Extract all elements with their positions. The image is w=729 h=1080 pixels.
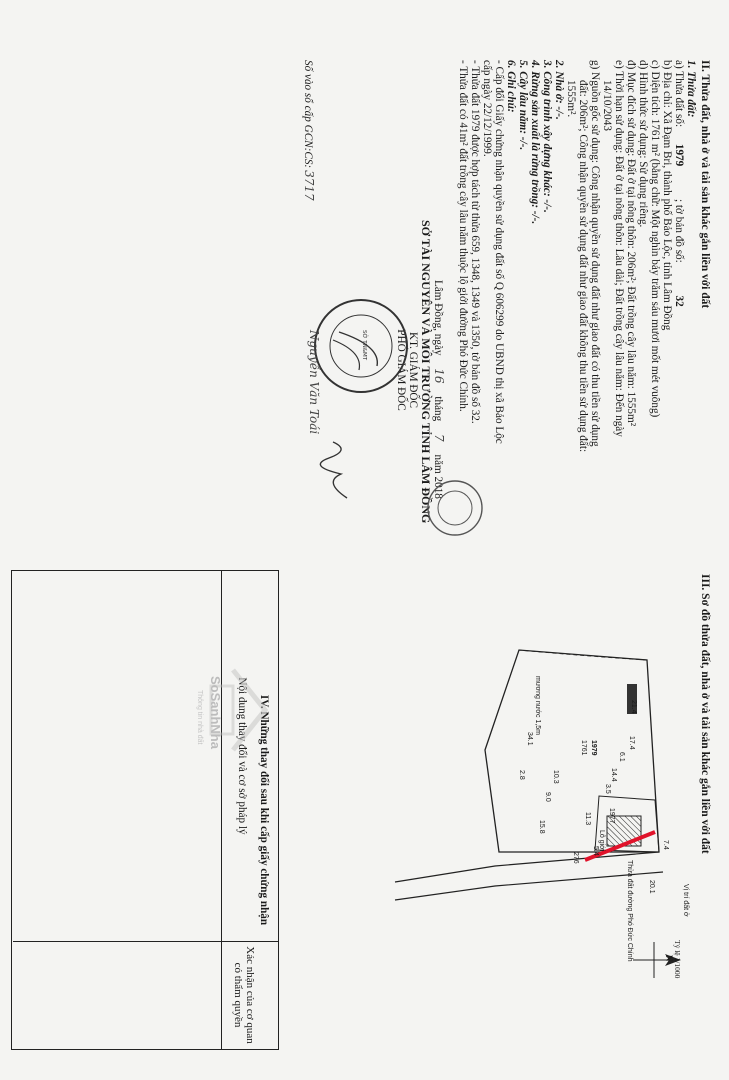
table-divider [13,941,279,942]
note-2: - Thửa đất 1979 được hợp tách từ thửa 659, 1348, 1349 và 1350, tờ bản đồ số 32. [469,60,481,424]
register-number: Số vào sổ cấp GCN:CS:3717 [302,60,316,201]
dim-2: 17.4 [628,736,635,750]
construction-line: 3. Công trình xây dựng khác: -/-. [541,60,553,213]
changes-table [11,570,279,1050]
dim-6: 10.3 [552,770,559,784]
watermark-subtext: Thông tin nhà đất [196,690,203,745]
dim-14: 20.1 [648,880,655,894]
section-iii-title: III. Sơ đồ thửa đất, nhà ở và tài sản khác gắn liền với đất [699,574,711,854]
dim-12: 2.8 [518,770,525,780]
issue-month: 7 [432,434,446,442]
col-changes: Nội dung thay đổi và cơ sở pháp lý [236,677,248,835]
dim-5: 3.5 [604,784,611,794]
dim-7: 9.0 [544,792,551,802]
section-ii-title: II. Thửa đất, nhà ở và tài sản khác gắn liền với đất [699,60,711,309]
neighbor-parcel-1: 1977 [608,808,615,824]
map-sheet-number: 32 [673,295,685,307]
use-form-line: d) Hình thức sử dụng: Sử dụng riêng. [637,60,649,228]
dim-13: 7.4 [662,840,669,850]
parcel-number-line: a) Thửa đất số: 1979 ; tờ bản đồ số: 32 [673,60,685,307]
section-iv-title: IV. Những thay đổi sau khi cấp giấy chứng nhận [258,694,270,926]
official-seal [311,296,411,396]
signer-name: Nguyễn Văn Toái [307,330,321,435]
for-director: KT. GIÁM ĐỐC [407,332,419,408]
parcel-number: 1979 [673,143,685,167]
partial-seal [425,478,485,538]
dim-4: 14.4 [610,768,617,782]
house-line: 2. Nhà ở: -/-. [553,60,565,120]
vice-director-title: PHÓ GIÁM ĐỐC [395,329,407,411]
col-confirmation: Xác nhận của cơ quan có thẩm quyền [231,946,256,1044]
use-term-date: 14/10/2043 [601,80,613,131]
address-line: b) Địa chỉ: Xã Đạm Bri, thành phố Bảo Lộc, tỉnh Lâm Đồng [661,60,673,331]
dim-9: 11.3 [584,812,591,826]
origin-line-3: 1555m². [565,80,577,118]
issue-date: Lâm Đồng, ngày 16 tháng 7 năm 2018 [432,280,446,499]
dim-11: 34.1 [526,732,533,746]
dim-8: 15.8 [538,820,545,834]
parcel-label-number: 1979 [590,740,597,756]
road-boundary-label: Lô giới [598,830,605,852]
neighbor-parcel-2: 276 [572,852,579,864]
perennial-line: 5. Cây lâu năm: -/-. [517,60,529,151]
parcel-heading: 1. Thửa đất: [685,60,697,118]
use-term-line: e) Thời hạn sử dụng: Đất ở tại nông thôn: Lâu dài; Đất trồng cây lâu năm: Đến ngày [613,60,625,437]
stream-label: mương nước 1,5m [534,676,541,736]
dim-3: 6.1 [618,752,625,762]
origin-line-2: đất: 206m²; Công nhận quyền sử dụng đất như giao đất không thu tiền sử dụng đất: [577,80,589,453]
parcel-label-area: 1761 [580,740,587,756]
notes-heading: 6. Ghi chú: [505,60,517,113]
dim-1: 21.4 [630,700,637,714]
site-plan [355,620,695,1050]
agency-name: SỞ TÀI NGUYÊN VÀ MÔI TRƯỜNG TỈNH LÂM ĐỒNG [419,220,433,524]
svg-text:SỞ TN&MT: SỞ TN&MT [361,330,367,361]
area-line: c) Diện tích: 1761 m² (bằng chữ: Một nghìn bảy trăm sáu mươi mốt mét vuông) [649,60,661,418]
street-label: Thửa đất đường Phó Đức Chính [626,860,633,962]
note-3: - Thửa đất có 41m² đất trồng cây lâu năm thuộc lộ giới đường Phó Đức Chính. [457,60,469,412]
north-label: N [664,955,674,962]
use-purpose-line: đ) Mục đích sử dụng: Đất ở tại nông thôn: 206m²; Đất trồng cây lâu năm: 1555m² [625,60,637,427]
forest-line: 4. Rừng sản xuất là rừng trồng: -/-. [529,60,541,225]
scale: Tỷ lệ 1/1000 [673,940,682,979]
signature [314,440,353,500]
note-1b: cấp ngày 22/12/1999. [481,60,493,157]
note-1a: - Cấp đổi Giấy chứng nhận quyền sử dụng đất số Q 606299 do UBND thị xã Bảo Lộc [493,60,505,444]
legend-label: Vị trí đất ở [682,884,689,917]
origin-line-1: g) Nguồn gốc sử dụng: Công nhận quyền sử dụng đất như giao đất có thu tiền sử dụng [589,60,601,447]
watermark-text: SoSanhNha [208,676,223,749]
issue-day: 16 [432,368,446,384]
dim-10: 5.4 [592,846,599,856]
